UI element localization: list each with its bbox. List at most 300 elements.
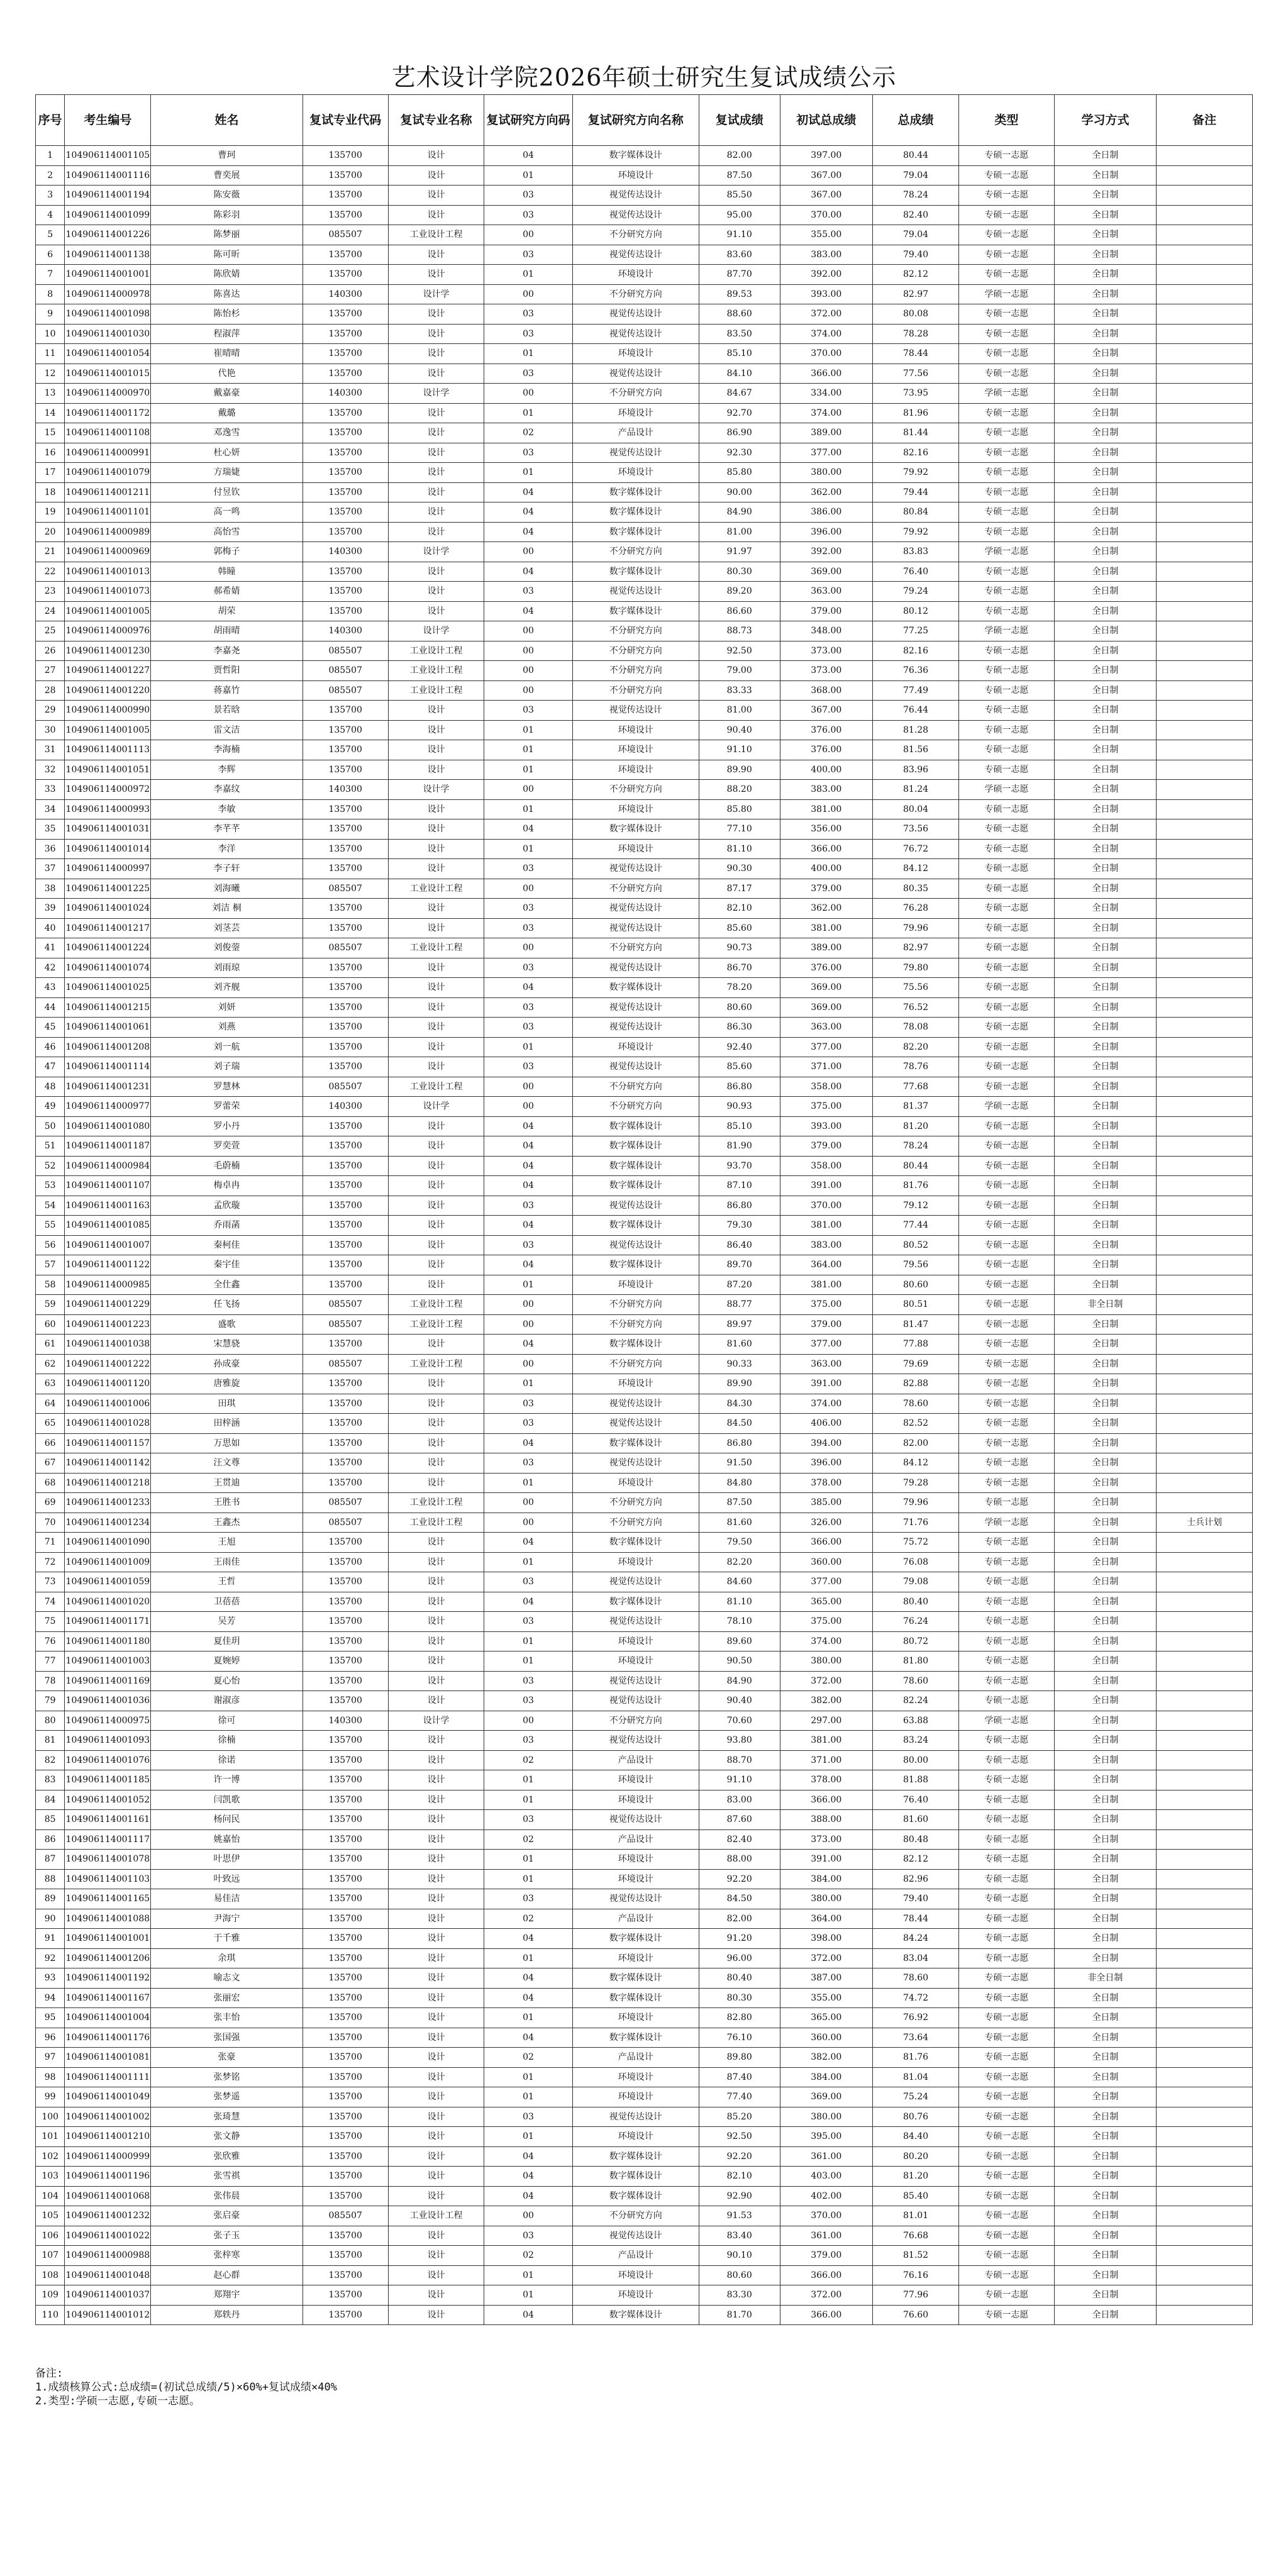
candidate-id-cell: 104906114001224	[65, 938, 151, 958]
type-cell: 专硕一志愿	[959, 1433, 1055, 1453]
major-name-cell: 设计	[388, 2067, 484, 2087]
remarks-cell	[1157, 859, 1253, 879]
name-cell: 贾哲阳	[151, 661, 303, 681]
table-row	[36, 2226, 1253, 2246]
prelim-score-cell: 369.00	[780, 997, 873, 1018]
major-code-cell: 135700	[303, 2028, 388, 2048]
direction-name-cell: 不分研究方向	[572, 1711, 699, 1731]
name-cell: 李嘉尧	[151, 641, 303, 661]
direction-code-cell: 04	[484, 978, 572, 998]
major-code-cell: 135700	[303, 1948, 388, 1968]
direction-name-cell: 数字媒体设计	[572, 146, 699, 166]
table-row	[36, 661, 1253, 681]
study-mode-cell: 全日制	[1054, 443, 1156, 463]
candidate-id-cell: 104906114001009	[65, 1552, 151, 1572]
direction-code-cell: 04	[484, 2305, 572, 2325]
remarks-cell	[1157, 2305, 1253, 2325]
major-code-cell: 085507	[303, 879, 388, 899]
direction-name-cell: 视觉传达设计	[572, 997, 699, 1018]
retest-score-cell: 92.50	[699, 641, 780, 661]
study-mode-cell: 全日制	[1054, 819, 1156, 840]
total-score-cell: 81.88	[873, 1770, 959, 1790]
candidate-id-cell: 104906114001229	[65, 1295, 151, 1315]
total-score-cell: 63.88	[873, 1711, 959, 1731]
seq-cell: 97	[36, 2048, 65, 2068]
remarks-cell	[1157, 1295, 1253, 1315]
name-cell: 王雨佳	[151, 1552, 303, 1572]
name-cell: 张梦铭	[151, 2067, 303, 2087]
remarks-cell	[1157, 1731, 1253, 1751]
direction-code-cell: 01	[484, 1374, 572, 1394]
candidate-id-cell: 104906114000972	[65, 780, 151, 800]
note-formula: 1.成绩核算公式:总成绩=(初试总成绩/5)×60%+复试成绩×40%	[35, 2381, 337, 2394]
type-cell: 专硕一志愿	[959, 1652, 1055, 1672]
table-row	[36, 2008, 1253, 2028]
seq-cell: 57	[36, 1255, 65, 1275]
direction-code-cell: 03	[484, 443, 572, 463]
direction-code-cell: 04	[484, 2146, 572, 2167]
seq-cell: 25	[36, 621, 65, 641]
table-row	[36, 1493, 1253, 1513]
candidate-id-cell: 104906114001223	[65, 1314, 151, 1335]
direction-code-cell: 00	[484, 2206, 572, 2226]
study-mode-cell: 全日制	[1054, 760, 1156, 780]
type-cell: 专硕一志愿	[959, 344, 1055, 364]
name-cell: 卫蓓蓓	[151, 1592, 303, 1612]
prelim-score-cell: 406.00	[780, 1414, 873, 1434]
direction-code-cell: 03	[484, 1810, 572, 1830]
prelim-score-cell: 381.00	[780, 1275, 873, 1295]
direction-name-cell: 数字媒体设计	[572, 1929, 699, 1949]
candidate-id-cell: 104906114001206	[65, 1948, 151, 1968]
remarks-cell	[1157, 2206, 1253, 2226]
remarks-cell	[1157, 403, 1253, 423]
type-cell: 专硕一志愿	[959, 1869, 1055, 1889]
prelim-score-cell: 383.00	[780, 1235, 873, 1255]
retest-score-cell: 81.60	[699, 1335, 780, 1355]
seq-cell: 34	[36, 799, 65, 819]
type-cell: 学硕一志愿	[959, 384, 1055, 404]
candidate-id-cell: 104906114001080	[65, 1116, 151, 1136]
major-name-cell: 设计	[388, 2107, 484, 2127]
prelim-score-cell: 384.00	[780, 1869, 873, 1889]
prelim-score-cell: 391.00	[780, 1850, 873, 1870]
type-cell: 专硕一志愿	[959, 1414, 1055, 1434]
candidate-id-cell: 104906114001059	[65, 1572, 151, 1592]
prelim-score-cell: 370.00	[780, 2206, 873, 2226]
prelim-score-cell: 366.00	[780, 2265, 873, 2285]
prelim-score-cell: 326.00	[780, 1513, 873, 1533]
total-score-cell: 78.76	[873, 1057, 959, 1077]
seq-cell: 50	[36, 1116, 65, 1136]
remarks-cell	[1157, 760, 1253, 780]
direction-name-cell: 环境设计	[572, 2087, 699, 2107]
candidate-id-cell: 104906114001220	[65, 680, 151, 701]
direction-code-cell: 01	[484, 839, 572, 859]
seq-cell: 35	[36, 819, 65, 840]
total-score-cell: 81.20	[873, 1116, 959, 1136]
prelim-score-cell: 374.00	[780, 1631, 873, 1652]
table-row	[36, 680, 1253, 701]
total-score-cell: 80.40	[873, 1592, 959, 1612]
major-name-cell: 工业设计工程	[388, 938, 484, 958]
candidate-id-cell: 104906114001031	[65, 819, 151, 840]
direction-code-cell: 01	[484, 1869, 572, 1889]
prelim-score-cell: 382.00	[780, 1691, 873, 1711]
name-cell: 曹珂	[151, 146, 303, 166]
remarks-cell	[1157, 2048, 1253, 2068]
study-mode-cell: 全日制	[1054, 1909, 1156, 1929]
remarks-cell	[1157, 186, 1253, 206]
major-name-cell: 设计	[388, 1631, 484, 1652]
total-score-cell: 76.08	[873, 1552, 959, 1572]
direction-code-cell: 01	[484, 2285, 572, 2306]
remarks-cell	[1157, 1929, 1253, 1949]
study-mode-cell: 全日制	[1054, 1691, 1156, 1711]
major-name-cell: 设计	[388, 1433, 484, 1453]
candidate-id-cell: 104906114001157	[65, 1433, 151, 1453]
name-cell: 蒋嘉竹	[151, 680, 303, 701]
col-header-study-mode: 学习方式	[1054, 95, 1156, 146]
remarks-cell	[1157, 918, 1253, 938]
name-cell: 郭梅子	[151, 542, 303, 562]
candidate-id-cell: 104906114001187	[65, 1136, 151, 1157]
name-cell: 刘齐舰	[151, 978, 303, 998]
direction-code-cell: 04	[484, 1592, 572, 1612]
prelim-score-cell: 372.00	[780, 1948, 873, 1968]
total-score-cell: 80.72	[873, 1631, 959, 1652]
prelim-score-cell: 381.00	[780, 918, 873, 938]
study-mode-cell: 全日制	[1054, 463, 1156, 483]
direction-name-cell: 视觉传达设计	[572, 918, 699, 938]
name-cell: 于千雅	[151, 1929, 303, 1949]
name-cell: 胡雨晴	[151, 621, 303, 641]
type-cell: 专硕一志愿	[959, 2146, 1055, 2167]
total-score-cell: 79.80	[873, 958, 959, 978]
major-name-cell: 工业设计工程	[388, 1354, 484, 1374]
remarks-cell	[1157, 1216, 1253, 1236]
type-cell: 专硕一志愿	[959, 165, 1055, 186]
retest-score-cell: 91.97	[699, 542, 780, 562]
major-code-cell: 135700	[303, 1018, 388, 1038]
seq-cell: 102	[36, 2146, 65, 2167]
total-score-cell: 75.24	[873, 2087, 959, 2107]
major-code-cell: 140300	[303, 1711, 388, 1731]
study-mode-cell: 全日制	[1054, 1354, 1156, 1374]
name-cell: 付昱钦	[151, 482, 303, 502]
prelim-score-cell: 373.00	[780, 661, 873, 681]
total-score-cell: 82.97	[873, 284, 959, 304]
retest-score-cell: 84.60	[699, 1572, 780, 1592]
table-row	[36, 2067, 1253, 2087]
type-cell: 专硕一志愿	[959, 1829, 1055, 1850]
study-mode-cell: 全日制	[1054, 701, 1156, 721]
candidate-id-cell: 104906114001022	[65, 2226, 151, 2246]
direction-name-cell: 环境设计	[572, 839, 699, 859]
prelim-score-cell: 392.00	[780, 265, 873, 285]
type-cell: 专硕一志愿	[959, 2226, 1055, 2246]
direction-name-cell: 视觉传达设计	[572, 1235, 699, 1255]
seq-cell: 66	[36, 1433, 65, 1453]
remarks-cell	[1157, 1394, 1253, 1414]
remarks-cell: 士兵计划	[1157, 1513, 1253, 1533]
prelim-score-cell: 362.00	[780, 899, 873, 919]
study-mode-cell: 全日制	[1054, 2028, 1156, 2048]
type-cell: 专硕一志愿	[959, 1671, 1055, 1691]
major-name-cell: 设计	[388, 2028, 484, 2048]
table-row	[36, 1394, 1253, 1414]
major-code-cell: 140300	[303, 621, 388, 641]
table-row	[36, 364, 1253, 384]
study-mode-cell: 全日制	[1054, 1275, 1156, 1295]
type-cell: 专硕一志愿	[959, 1176, 1055, 1196]
retest-score-cell: 84.80	[699, 1473, 780, 1493]
remarks-cell	[1157, 1314, 1253, 1335]
major-code-cell: 135700	[303, 245, 388, 265]
seq-cell: 3	[36, 186, 65, 206]
retest-score-cell: 92.70	[699, 403, 780, 423]
candidate-id-cell: 104906114001180	[65, 1631, 151, 1652]
prelim-score-cell: 377.00	[780, 443, 873, 463]
name-cell: 陈欣婧	[151, 265, 303, 285]
major-code-cell: 135700	[303, 1433, 388, 1453]
major-code-cell: 135700	[303, 2226, 388, 2246]
table-row	[36, 2048, 1253, 2068]
prelim-score-cell: 392.00	[780, 542, 873, 562]
remarks-cell	[1157, 284, 1253, 304]
study-mode-cell: 全日制	[1054, 1988, 1156, 2008]
direction-code-cell: 00	[484, 1354, 572, 1374]
major-name-cell: 设计	[388, 2246, 484, 2266]
study-mode-cell: 全日制	[1054, 1037, 1156, 1057]
remarks-cell	[1157, 463, 1253, 483]
retest-score-cell: 79.30	[699, 1216, 780, 1236]
table-row	[36, 1156, 1253, 1176]
retest-score-cell: 87.17	[699, 879, 780, 899]
direction-code-cell: 01	[484, 1948, 572, 1968]
major-name-cell: 设计	[388, 1473, 484, 1493]
seq-cell: 13	[36, 384, 65, 404]
table-row	[36, 1116, 1253, 1136]
table-row	[36, 186, 1253, 206]
table-row	[36, 225, 1253, 245]
seq-cell: 45	[36, 1018, 65, 1038]
name-cell: 全仕鑫	[151, 1275, 303, 1295]
remarks-cell	[1157, 2087, 1253, 2107]
retest-score-cell: 91.50	[699, 1453, 780, 1474]
major-code-cell: 135700	[303, 2186, 388, 2206]
total-score-cell: 79.04	[873, 165, 959, 186]
seq-cell: 16	[36, 443, 65, 463]
table-row	[36, 641, 1253, 661]
type-cell: 学硕一志愿	[959, 780, 1055, 800]
name-cell: 陈喜达	[151, 284, 303, 304]
seq-cell: 63	[36, 1374, 65, 1394]
prelim-score-cell: 366.00	[780, 839, 873, 859]
type-cell: 专硕一志愿	[959, 245, 1055, 265]
remarks-cell	[1157, 1592, 1253, 1612]
name-cell: 闫凯歌	[151, 1790, 303, 1810]
major-code-cell: 135700	[303, 701, 388, 721]
direction-name-cell: 环境设计	[572, 1790, 699, 1810]
direction-name-cell: 视觉传达设计	[572, 1414, 699, 1434]
study-mode-cell: 全日制	[1054, 1097, 1156, 1117]
prelim-score-cell: 384.00	[780, 2067, 873, 2087]
prelim-score-cell: 363.00	[780, 1354, 873, 1374]
remarks-cell	[1157, 1255, 1253, 1275]
seq-cell: 53	[36, 1176, 65, 1196]
study-mode-cell: 全日制	[1054, 304, 1156, 325]
seq-cell: 5	[36, 225, 65, 245]
candidate-id-cell: 104906114001226	[65, 225, 151, 245]
major-code-cell: 135700	[303, 2048, 388, 2068]
remarks-cell	[1157, 839, 1253, 859]
type-cell: 专硕一志愿	[959, 1909, 1055, 1929]
candidate-id-cell: 104906114001165	[65, 1889, 151, 1909]
remarks-cell	[1157, 502, 1253, 523]
prelim-score-cell: 366.00	[780, 1790, 873, 1810]
table-row	[36, 2028, 1253, 2048]
retest-score-cell: 89.90	[699, 1374, 780, 1394]
direction-name-cell: 产品设计	[572, 1750, 699, 1770]
total-score-cell: 78.44	[873, 344, 959, 364]
major-name-cell: 设计	[388, 1136, 484, 1157]
study-mode-cell: 全日制	[1054, 2048, 1156, 2068]
major-code-cell: 135700	[303, 1750, 388, 1770]
type-cell: 专硕一志愿	[959, 463, 1055, 483]
major-name-cell: 设计	[388, 1968, 484, 1989]
major-name-cell: 设计	[388, 819, 484, 840]
direction-name-cell: 不分研究方向	[572, 542, 699, 562]
major-code-cell: 135700	[303, 1731, 388, 1751]
name-cell: 张梓寒	[151, 2246, 303, 2266]
name-cell: 孙成豪	[151, 1354, 303, 1374]
total-score-cell: 79.56	[873, 1255, 959, 1275]
direction-name-cell: 不分研究方向	[572, 2206, 699, 2226]
study-mode-cell: 全日制	[1054, 859, 1156, 879]
name-cell: 陈安薇	[151, 186, 303, 206]
study-mode-cell: 全日制	[1054, 839, 1156, 859]
major-name-cell: 设计	[388, 1988, 484, 2008]
table-row	[36, 1097, 1253, 1117]
type-cell: 专硕一志愿	[959, 1988, 1055, 2008]
name-cell: 王旭	[151, 1533, 303, 1553]
prelim-score-cell: 383.00	[780, 245, 873, 265]
major-code-cell: 135700	[303, 1850, 388, 1870]
direction-name-cell: 不分研究方向	[572, 225, 699, 245]
direction-code-cell: 04	[484, 1335, 572, 1355]
name-cell: 雷文洁	[151, 720, 303, 740]
major-code-cell: 140300	[303, 780, 388, 800]
type-cell: 专硕一志愿	[959, 1255, 1055, 1275]
major-name-cell: 设计	[388, 799, 484, 819]
major-name-cell: 工业设计工程	[388, 1295, 484, 1315]
retest-score-cell: 87.70	[699, 265, 780, 285]
name-cell: 高一鸣	[151, 502, 303, 523]
study-mode-cell: 全日制	[1054, 720, 1156, 740]
col-header-seq: 序号	[36, 95, 65, 146]
name-cell: 李子轩	[151, 859, 303, 879]
total-score-cell: 82.24	[873, 1691, 959, 1711]
prelim-score-cell: 377.00	[780, 1037, 873, 1057]
direction-code-cell: 00	[484, 1513, 572, 1533]
direction-code-cell: 00	[484, 542, 572, 562]
type-cell: 学硕一志愿	[959, 1711, 1055, 1731]
major-code-cell: 135700	[303, 1116, 388, 1136]
major-name-cell: 设计	[388, 562, 484, 582]
study-mode-cell: 全日制	[1054, 1652, 1156, 1672]
table-row	[36, 2246, 1253, 2266]
candidate-id-cell: 104906114001024	[65, 899, 151, 919]
table-row	[36, 918, 1253, 938]
study-mode-cell: 全日制	[1054, 1513, 1156, 1533]
type-cell: 学硕一志愿	[959, 284, 1055, 304]
name-cell: 陈彩羽	[151, 205, 303, 225]
direction-name-cell: 环境设计	[572, 760, 699, 780]
major-code-cell: 085507	[303, 661, 388, 681]
major-code-cell: 135700	[303, 1136, 388, 1157]
type-cell: 专硕一志愿	[959, 1929, 1055, 1949]
name-cell: 余琪	[151, 1948, 303, 1968]
direction-code-cell: 03	[484, 205, 572, 225]
seq-cell: 79	[36, 1691, 65, 1711]
total-score-cell: 84.40	[873, 2127, 959, 2147]
seq-cell: 106	[36, 2226, 65, 2246]
direction-code-cell: 02	[484, 1909, 572, 1929]
study-mode-cell: 全日制	[1054, 680, 1156, 701]
table-row	[36, 1671, 1253, 1691]
name-cell: 夏佳玥	[151, 1631, 303, 1652]
candidate-id-cell: 104906114001099	[65, 205, 151, 225]
study-mode-cell: 全日制	[1054, 542, 1156, 562]
name-cell: 郑轶丹	[151, 2305, 303, 2325]
total-score-cell: 76.72	[873, 839, 959, 859]
remarks-cell	[1157, 364, 1253, 384]
major-code-cell: 135700	[303, 1631, 388, 1652]
table-row	[36, 760, 1253, 780]
candidate-id-cell: 104906114001122	[65, 1255, 151, 1275]
candidate-id-cell: 104906114001085	[65, 1216, 151, 1236]
remarks-cell	[1157, 225, 1253, 245]
direction-code-cell: 03	[484, 2107, 572, 2127]
major-code-cell: 085507	[303, 1314, 388, 1335]
major-name-cell: 设计	[388, 364, 484, 384]
name-cell: 王鑫杰	[151, 1513, 303, 1533]
prelim-score-cell: 381.00	[780, 1731, 873, 1751]
name-cell: 徐楠	[151, 1731, 303, 1751]
study-mode-cell: 全日制	[1054, 1829, 1156, 1850]
direction-code-cell: 01	[484, 740, 572, 760]
total-score-cell: 75.56	[873, 978, 959, 998]
total-score-cell: 85.40	[873, 2186, 959, 2206]
major-name-cell: 工业设计工程	[388, 225, 484, 245]
direction-code-cell: 01	[484, 1473, 572, 1493]
major-name-cell: 设计	[388, 205, 484, 225]
direction-name-cell: 数字媒体设计	[572, 562, 699, 582]
major-name-cell: 工业设计工程	[388, 1314, 484, 1335]
direction-code-cell: 03	[484, 2226, 572, 2246]
major-name-cell: 设计	[388, 1909, 484, 1929]
candidate-id-cell: 104906114001054	[65, 344, 151, 364]
study-mode-cell: 全日制	[1054, 1612, 1156, 1632]
direction-name-cell: 不分研究方向	[572, 1493, 699, 1513]
type-cell: 专硕一志愿	[959, 1533, 1055, 1553]
candidate-id-cell: 104906114001078	[65, 1850, 151, 1870]
retest-score-cell: 92.20	[699, 1869, 780, 1889]
direction-code-cell: 00	[484, 938, 572, 958]
major-code-cell: 135700	[303, 463, 388, 483]
remarks-cell	[1157, 1176, 1253, 1196]
